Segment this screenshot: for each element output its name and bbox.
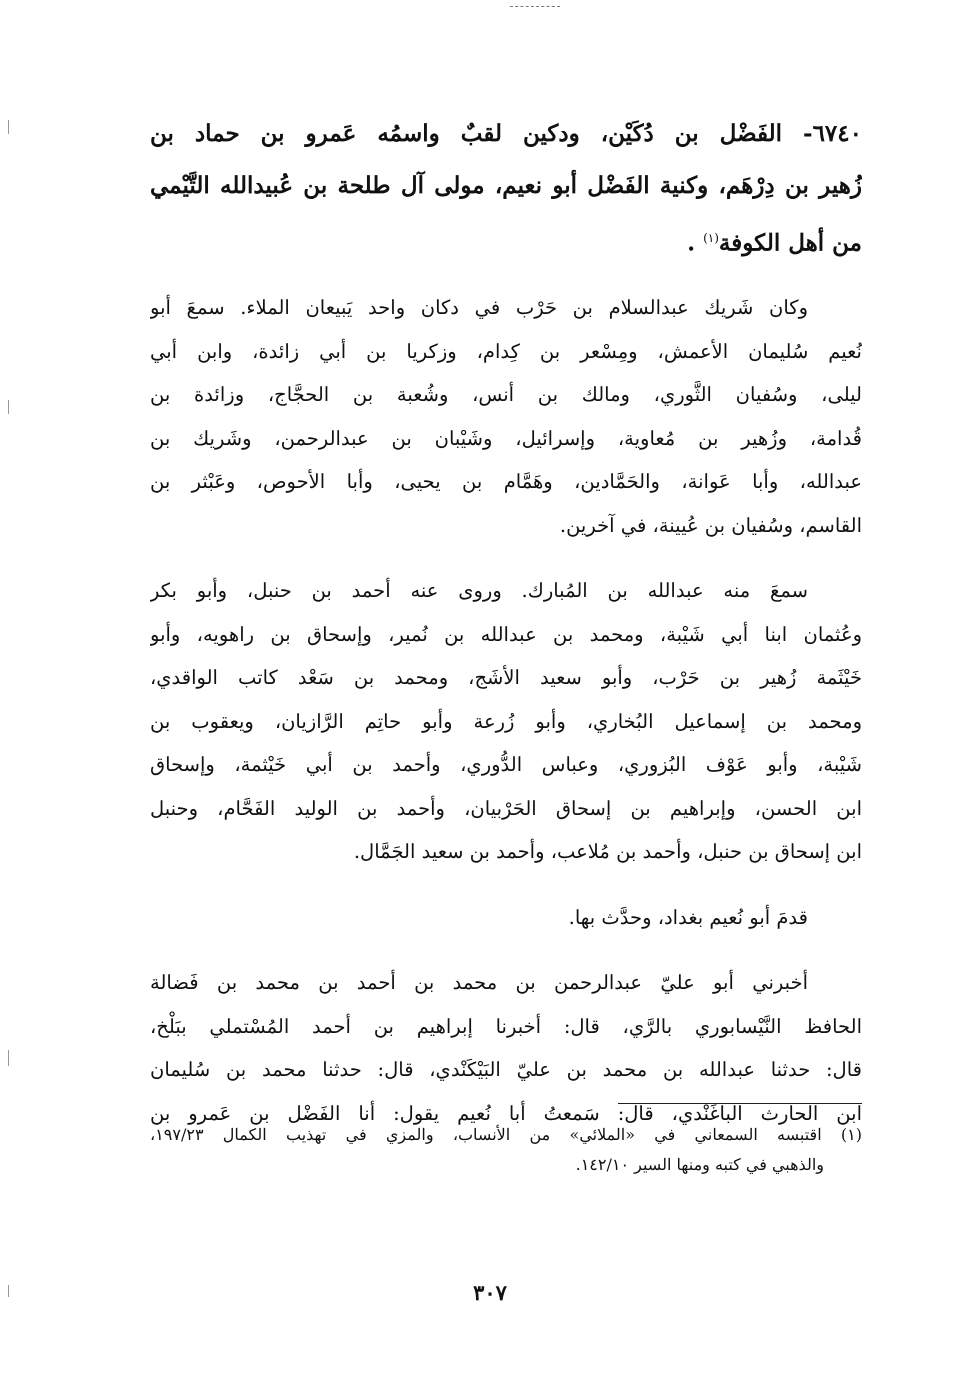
text-line: شَيْبة، وأبو عَوْف البُزوري، وعباس الدُّوري، وأحمد بن أبي خَيْثمة، وإسحاق [150, 753, 862, 776]
footnote-separator [618, 1103, 862, 1104]
text-line: وكان شَريك عبدالسلام بن حَرْب في دكان واحد يَبيعان الملاء. سمعَ أبو [150, 296, 808, 319]
page-number: ٣٠٧ [473, 1280, 507, 1305]
margin-mark [8, 1050, 9, 1066]
heading-last-end: . [687, 229, 704, 257]
text-line: وعُثمان ابنا أبي شَيْبة، ومحمد بن عبدالله بن نُمير، وإسحاق بن راهويه، وأبو [150, 622, 862, 646]
text-line: قُدامة، وزُهير بن مُعاوية، وإسرائيل، وشَيْبان بن عبدالرحمن، وشَريك بن [150, 426, 862, 450]
text-line: أخبرني أبو عليّ عبدالرحمن بن محمد بن أحمد بن محمد بن فَضالة [150, 971, 808, 994]
heading-line: زُهير بن دِرْهَم، وكنية الفَضْل أبو نعيم، مولى آل طلحة بن عُبيدالله التَّيْمي [150, 172, 862, 199]
paragraph-baghdad [150, 896, 862, 940]
footnote-line: (١) اقتبسه السمعاني في «الملائي» من الأنساب، والمزي في تهذيب الكمال ١٩٧/٢٣، [150, 1125, 862, 1144]
text-line: ابن الحسن، وإبراهيم بن إسحاق الحَرْبيان، وأحمد بن الوليد الفَحَّام، وحنبل [150, 796, 862, 820]
text-line: عبدالله، وأبا عَوانة، والحَمَّادين، وهَمَّام بن يحيى، وأبا الأحوص، وعَبْثر بن [150, 470, 862, 493]
paragraph-biography [150, 286, 862, 547]
text-line: ومحمد بن إسماعيل البُخاري، وأبو زُرعة وأبو حاتِم الرَّازيان، ويعقوب بن [150, 709, 862, 733]
text-line: خَيْثَمة زُهير بن حَرْب، وأبو سعيد الأشَج، ومحمد بن سَعْد كاتب الواقدي، [150, 666, 862, 689]
text-line: الحافظ النَّيْسابوري بالرَّي، قال: أخبرنا إبراهيم بن أحمد المُسْتملي ببَلْخ، [150, 1014, 862, 1038]
footnote [150, 1120, 862, 1180]
footnote-reference: (١) [703, 231, 719, 245]
margin-mark [8, 120, 9, 134]
footnote-line: والذهبي في كتبه ومنها السير ١٤٢/١٠. [575, 1155, 824, 1174]
text-line: ليلى، وسُفيان الثَّوري، ومالك بن أنس، وشُعبة بن الحجَّاج، وزائدة بن [150, 383, 862, 406]
heading-line: ٦٧٤٠- الفَضْل بن دُكَيْن، ودكين لقبٌ واسمُه عَمرو بن حماد بن [150, 120, 862, 147]
paragraph-narrators [150, 569, 862, 874]
top-rule [510, 6, 560, 7]
heading-line [150, 212, 862, 264]
text-line: نُعيم سُليمان الأعمش، ومِسْعر بن كِدام، وزكريا بن أبي زائدة، وابن أبي [150, 339, 862, 363]
text-line: ابن إسحاق بن حنبل، وأحمد بن مُلاعب، وأحمد بن سعيد الجَمَّال. [353, 840, 862, 863]
text-line: قدمَ أبو نُعيم بغداد، وحدَّث بها. [568, 905, 808, 929]
margin-mark [8, 400, 9, 414]
text-line: ابن الحارث الباغَنْدي، قال: سَمعتُ أبا نُعيم يقول: أنا الفَضْل بن عَمرو بن [150, 1101, 862, 1125]
text-line: قال: حدثنا عبدالله بن محمد بن عليّ البَيْكَنْدي، قال: حدثنا محمد بن سُليمان [150, 1058, 862, 1081]
page-body [150, 108, 862, 1135]
text-line: سمعَ منه عبدالله بن المُبارك. وروى عنه أحمد بن حنبل، وأبو بكر [150, 579, 808, 602]
margin-mark [8, 1285, 9, 1297]
text-line: القاسم، وسُفيان بن عُيينة، في آخرين. [559, 513, 862, 537]
entry-heading [150, 108, 862, 264]
paragraph-isnad [150, 961, 862, 1135]
heading-last-text: من أهل الكوفة [718, 229, 862, 257]
